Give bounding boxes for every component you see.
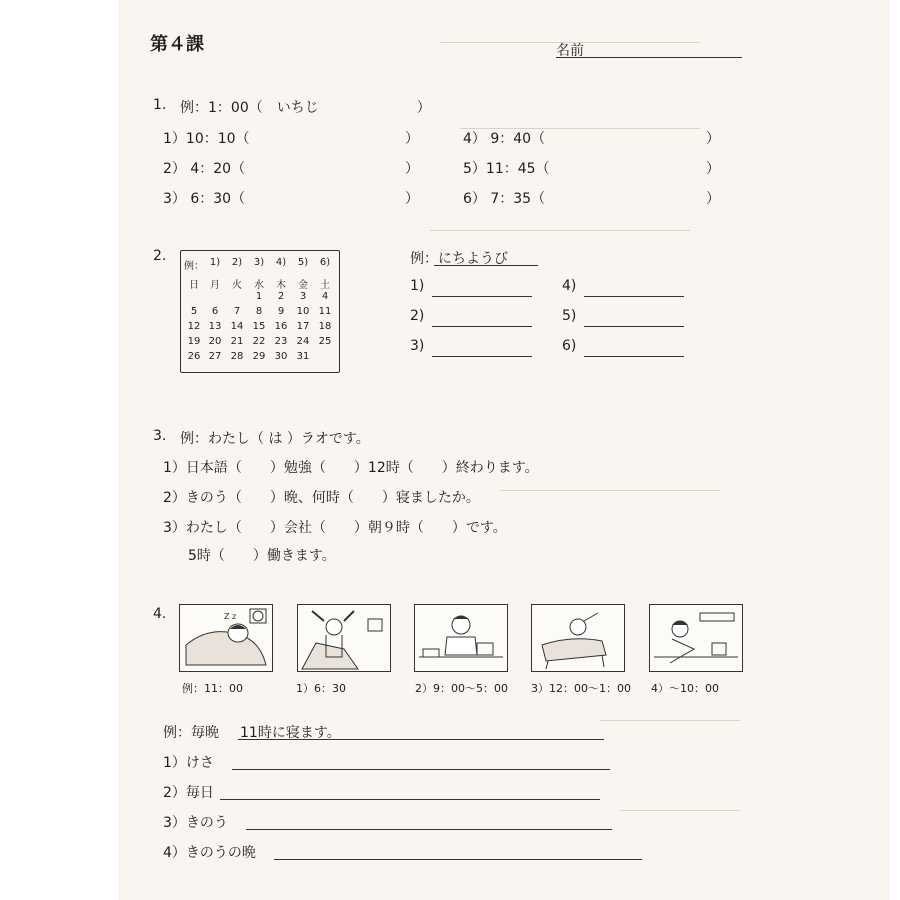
calendar-date: 18 [318,321,332,332]
calendar-date: 2 [277,291,285,302]
calendar-day: 土 [320,280,330,291]
sentence-answer-2[interactable] [220,799,600,800]
calendar-mark: 例： [184,261,204,272]
time-item-6-close: ） [706,191,720,207]
picture-caption-3: 3）12：00～1：00 [531,682,631,695]
day-answer-4[interactable] [584,296,684,297]
day-answer-2[interactable] [432,326,532,327]
calendar-date: 6 [211,306,219,317]
calendar-mark: 6) [319,257,331,268]
bleed-through [500,490,720,491]
calendar-date: 7 [233,306,241,317]
time-item-5-close: ） [706,161,720,177]
particle-item-1: 1）日本語（ ）勉強（ ）12時（ ）終わります。 [163,460,539,476]
section-2-example: 例：にちようび [410,251,508,267]
example-answer-line [238,739,604,740]
sentence-answer-1[interactable] [232,769,610,770]
section-3-number: 3. [153,428,167,444]
sentence-item-1: 1）けさ [163,755,214,771]
time-item-3: 3） 6：30（ [163,191,246,207]
particle-item-3: 3）わたし（ ）会社（ ）朝９時（ ）です。 [163,520,507,536]
day-label-3: 3) [410,338,425,354]
calendar-date: 24 [296,336,310,347]
calendar-date: 11 [318,306,332,317]
sentence-answer-3[interactable] [246,829,612,830]
picture-caption-1: 1）6：30 [296,682,346,695]
section-3-example: 例：わたし（ は ）ラオです。 [180,431,370,447]
calendar-date: 4 [321,291,329,302]
picture-studying [649,604,743,672]
calendar-date: 16 [274,321,288,332]
day-answer-3[interactable] [432,356,532,357]
calendar [180,250,340,373]
calendar-day: 火 [232,280,242,291]
section-4-example-prefix: 例：毎晩 [163,725,219,741]
sentence-item-4: 4）きのうの晩 [163,845,256,861]
particle-item-2: 2）きのう（ ）晩、何時（ ）寝ましたか。 [163,490,480,506]
time-item-6: 6） 7：35（ [463,191,546,207]
calendar-day: 水 [254,280,264,291]
time-item-3-close: ） [405,191,419,207]
calendar-date: 10 [296,306,310,317]
example-underline [434,265,538,266]
calendar-date: 29 [252,351,266,362]
day-label-5: 5) [562,308,577,324]
section-2-number: 2. [153,248,167,264]
picture-caption-example: 例：11：00 [182,682,243,695]
calendar-date: 27 [208,351,222,362]
time-item-2: 2） 4：20（ [163,161,246,177]
calendar-mark: 3) [253,257,265,268]
picture-resting [531,604,625,672]
day-answer-5[interactable] [584,326,684,327]
calendar-mark: 1) [209,257,221,268]
calendar-date: 25 [318,336,332,347]
picture-waking-up [297,604,391,672]
section-4-example-answer: 11時に寝ます。 [240,725,341,741]
section-1-number: 1. [153,97,167,113]
calendar-date: 17 [296,321,310,332]
bleed-through [620,810,740,811]
calendar-mark: 5) [297,257,309,268]
calendar-date: 26 [187,351,201,362]
day-label-4: 4) [562,278,577,294]
picture-caption-2: 2）9：00～5：00 [415,682,508,695]
calendar-day: 月 [210,280,220,291]
calendar-date: 9 [277,306,285,317]
picture-caption-4: 4）～10：00 [651,682,719,695]
day-answer-6[interactable] [584,356,684,357]
calendar-day: 日 [189,280,199,291]
sentence-item-3: 3）きのう [163,815,228,831]
calendar-date: 14 [230,321,244,332]
calendar-mark: 2) [231,257,243,268]
calendar-date: 21 [230,336,244,347]
sentence-item-2: 2）毎日 [163,785,214,801]
calendar-date: 30 [274,351,288,362]
calendar-date: 22 [252,336,266,347]
calendar-date: 31 [296,351,310,362]
calendar-date: 23 [274,336,288,347]
time-item-4-close: ） [706,131,720,147]
sentence-answer-4[interactable] [274,859,642,860]
calendar-date: 19 [187,336,201,347]
name-field[interactable] [556,57,742,58]
section-1-example: 例：1：00（ いちじ ） [180,100,431,116]
bleed-through [430,230,690,231]
day-label-2: 2) [410,308,425,324]
particle-item-3-cont: 5時（ ）働きます。 [188,548,336,564]
picture-sleeping [179,604,273,672]
calendar-date: 5 [190,306,198,317]
time-item-2-close: ） [405,161,419,177]
time-item-5: 5）11：45（ [463,161,550,177]
time-item-4: 4） 9：40（ [463,131,546,147]
day-label-1: 1) [410,278,425,294]
calendar-day: 金 [298,280,308,291]
day-answer-1[interactable] [432,296,532,297]
svg-text:Z z: Z z [224,612,237,621]
calendar-date: 12 [187,321,201,332]
calendar-date: 15 [252,321,266,332]
calendar-mark: 4) [275,257,287,268]
picture-working [414,604,508,672]
calendar-date: 1 [255,291,263,302]
calendar-date: 13 [208,321,222,332]
calendar-date: 28 [230,351,244,362]
lesson-title: 第４課 [150,34,204,55]
calendar-day: 木 [276,280,286,291]
calendar-date: 3 [299,291,307,302]
calendar-date: 20 [208,336,222,347]
time-item-1-close: ） [405,131,419,147]
name-label: 名前 [556,43,584,59]
day-label-6: 6) [562,338,577,354]
section-4-number: 4. [153,606,167,622]
bleed-through [600,720,740,721]
calendar-date: 8 [255,306,263,317]
time-item-1: 1）10：10（ [163,131,250,147]
